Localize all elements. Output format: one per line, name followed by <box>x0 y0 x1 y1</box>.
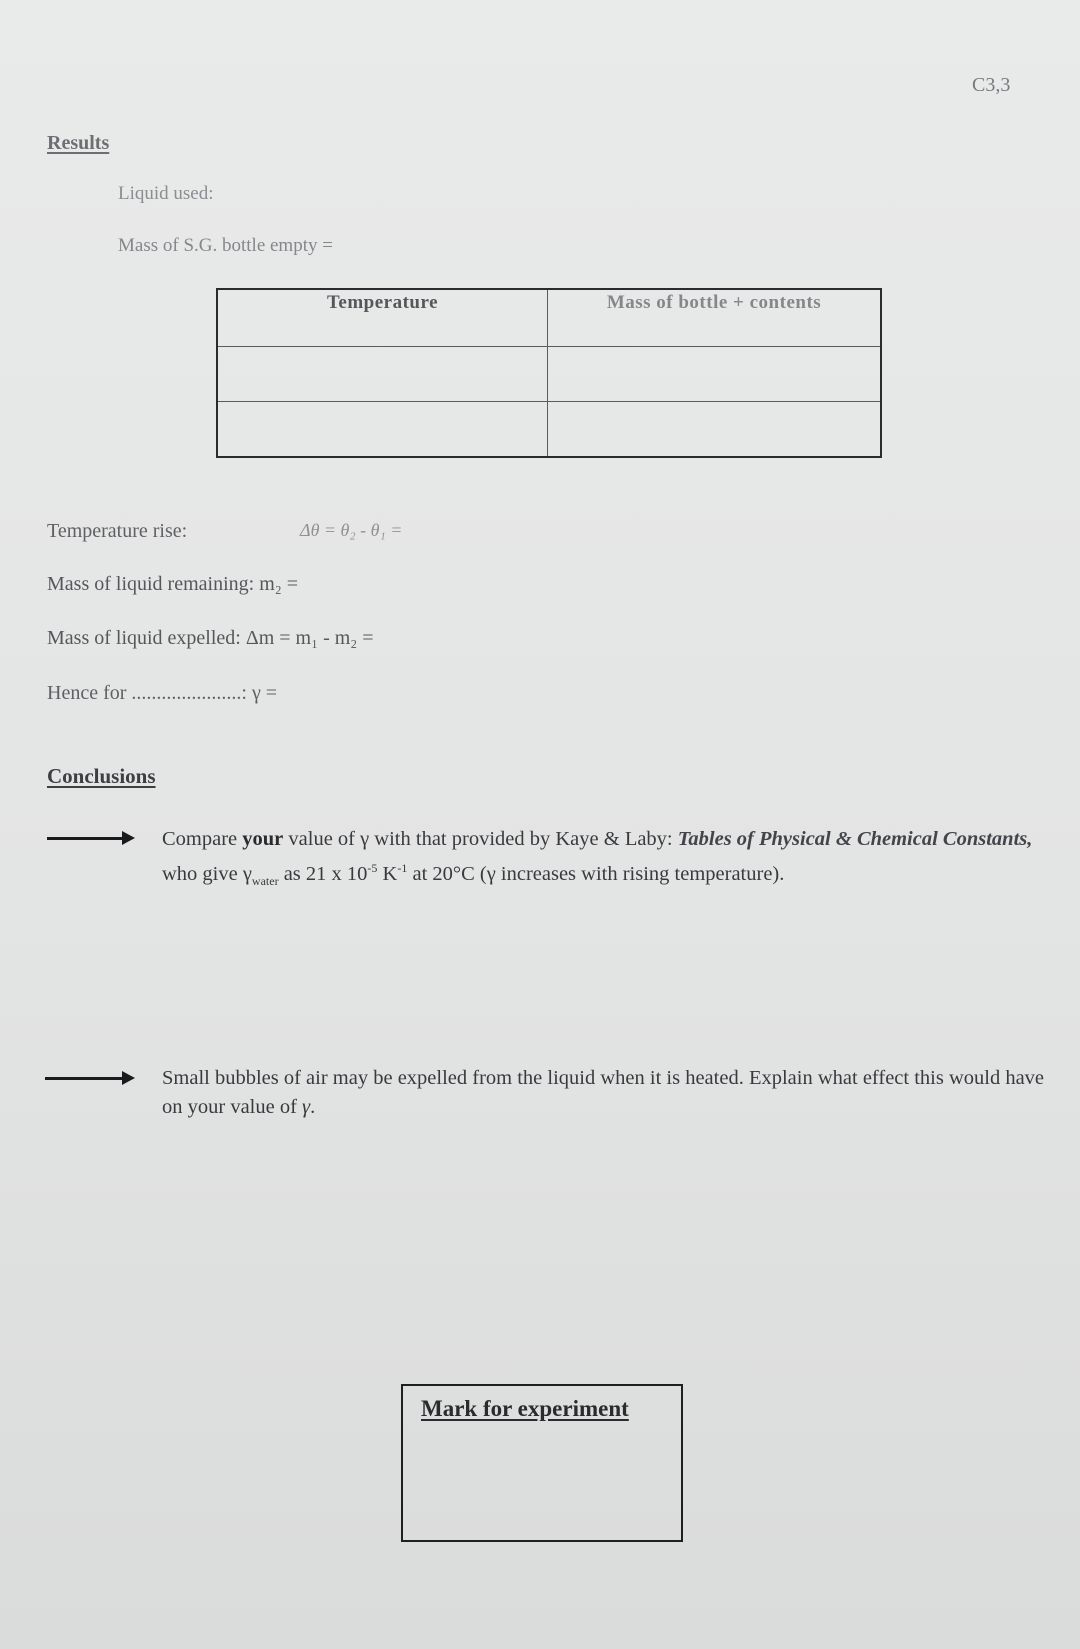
table-row <box>217 402 881 458</box>
mass-empty-bottle-label: Mass of S.G. bottle empty = <box>118 235 333 256</box>
results-table <box>216 288 882 458</box>
table-cell <box>217 347 548 402</box>
mass-remaining-line: Mass of liquid remaining: m₂ = <box>47 573 299 595</box>
column-header-mass: Mass of bottle + contents <box>548 289 882 347</box>
mark-box-label: Mark for experiment <box>421 1396 629 1421</box>
table-row <box>217 347 881 402</box>
table-cell <box>217 402 548 458</box>
column-header-temperature: Temperature <box>217 289 548 347</box>
results-heading: Results <box>47 132 110 154</box>
temperature-rise-equation: Δθ = θ₂ - θ₁ = <box>300 520 403 540</box>
conclusion-item-compare: Compare your value of γ with that provided by Kaye & Laby: Tables of Physical & Chemical Constants, who give $\gamma_{water}$ as 21 x $10^{-5}$ $K^{-1}$ at 20°C (γ increases with rising temperature). <box>162 828 1033 888</box>
mark-for-experiment-box <box>401 1384 683 1542</box>
table-header-row <box>217 289 881 347</box>
conclusions-heading: Conclusions <box>47 764 156 788</box>
mass-expelled-line: Mass of liquid expelled: Δm = m₁ - m₂ = <box>47 627 374 649</box>
arrow-right-icon <box>47 837 123 840</box>
table-cell <box>548 347 882 402</box>
temperature-rise-label: Temperature rise: <box>47 520 188 542</box>
hence-for-line: Hence for ......................: γ = <box>47 682 278 704</box>
conclusion-item-bubbles: Small bubbles of air may be expelled from the liquid when it is heated. Explain what effect this would have on your value of γ. <box>162 1067 1045 1118</box>
arrow-right-icon <box>45 1077 123 1080</box>
liquid-used-label: Liquid used: <box>118 183 214 204</box>
table-cell <box>548 402 882 458</box>
page-reference: C3,3 <box>972 74 1011 96</box>
